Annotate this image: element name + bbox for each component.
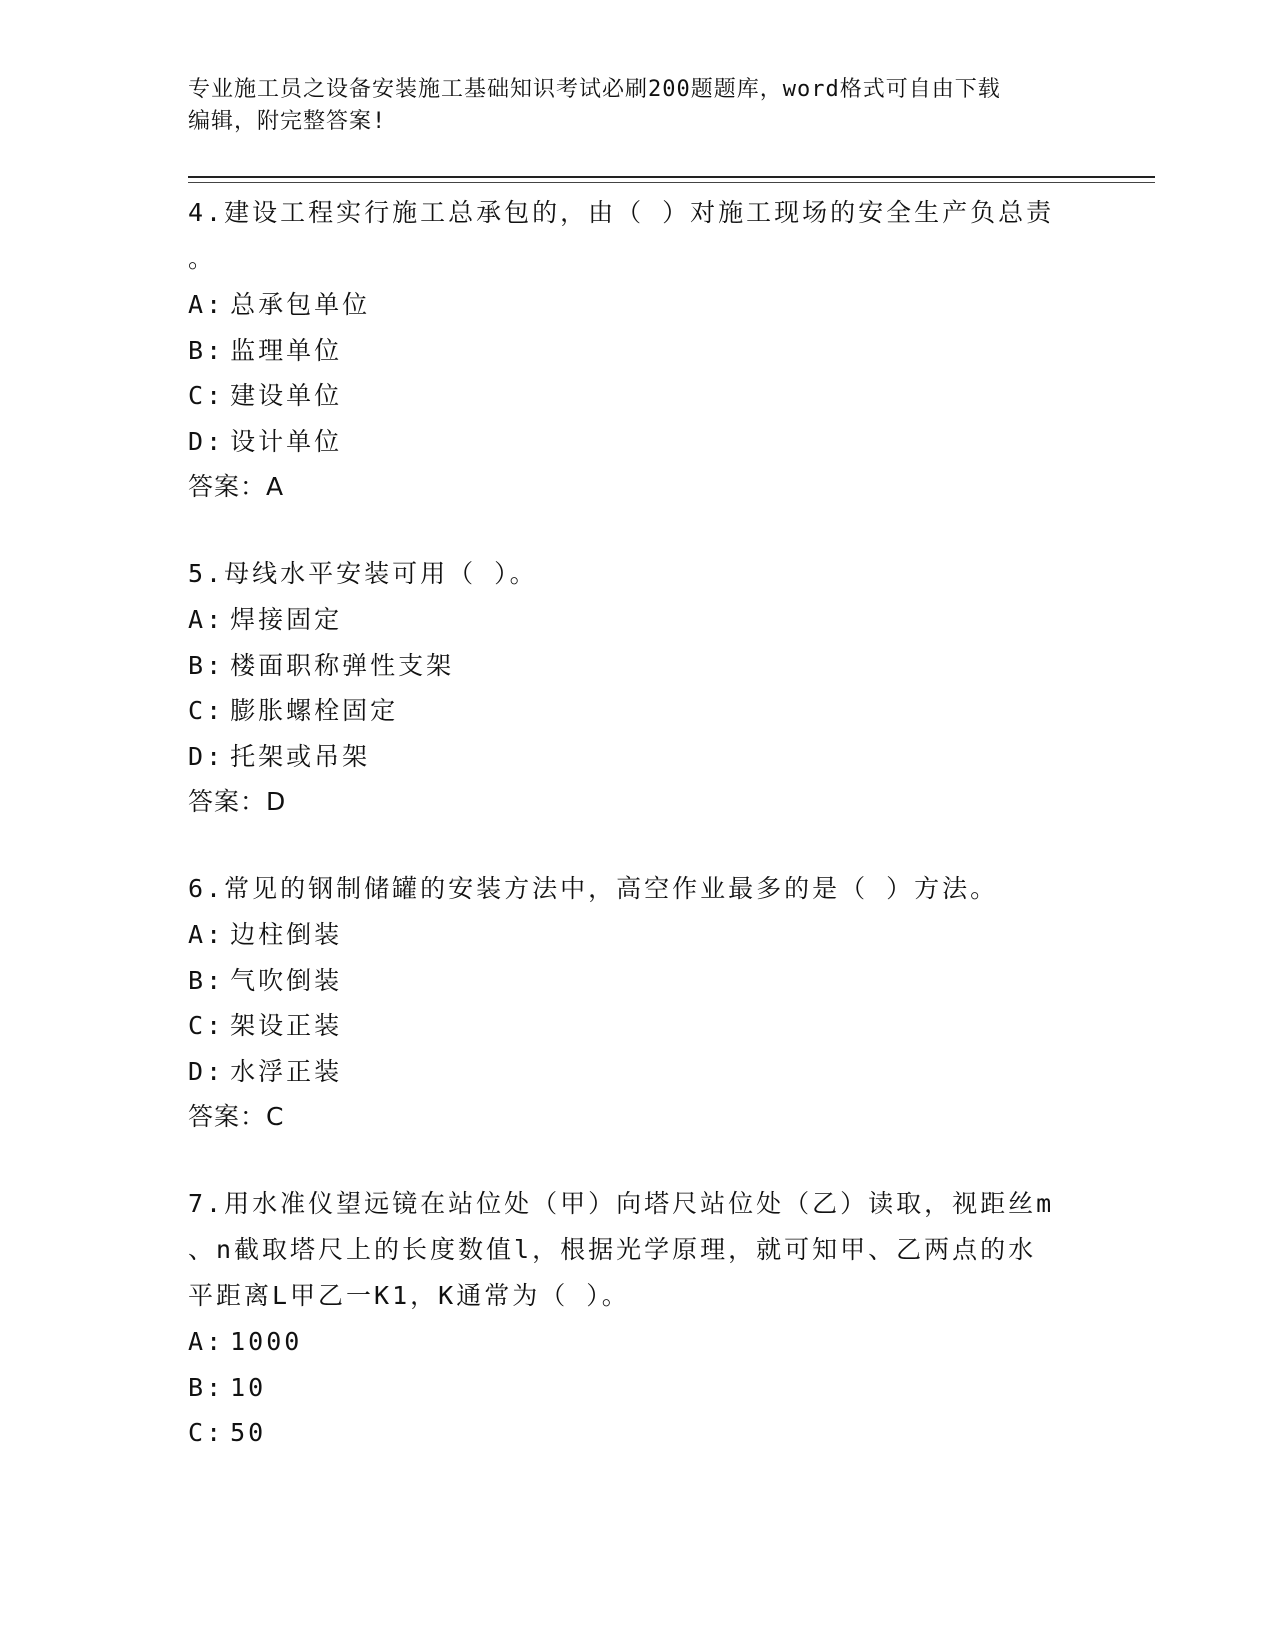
option-separator: : (206, 1056, 225, 1086)
option-text: 总承包单位 (230, 290, 371, 319)
option-text: 设计单位 (230, 426, 343, 456)
option-separator: : (206, 381, 225, 410)
option-letter: C (188, 381, 207, 410)
option-text: 10 (230, 1372, 267, 1402)
option-text: 托架或吊架 (230, 741, 371, 771)
option-letter: D (188, 426, 207, 456)
option-letter: B (188, 1372, 207, 1402)
option-text: 1000 (230, 1327, 303, 1356)
answer-option (188, 1049, 1088, 1095)
option-letter: C (188, 1011, 207, 1040)
option-letter: A (188, 605, 207, 634)
answer-option (188, 1410, 1088, 1456)
header-divider-thick (188, 176, 1155, 178)
question-spacer (188, 509, 1088, 551)
answer-option (188, 912, 1088, 958)
option-text: 架设正装 (230, 1011, 343, 1040)
question-block (188, 1181, 1088, 1456)
question-list (188, 190, 1088, 1456)
option-letter: A (188, 290, 207, 319)
question-text-line: 5.母线水平安装可用（ ）。 (188, 559, 538, 588)
option-letter: D (188, 741, 207, 771)
question-text-line: 平距离L甲乙一K1，K通常为（ ）。 (188, 1281, 630, 1310)
option-separator: : (206, 965, 225, 995)
question-spacer (188, 1139, 1088, 1181)
answer-option (188, 597, 1088, 643)
question-block (188, 551, 1088, 824)
option-letter: A (188, 1327, 207, 1356)
question-text-line: 4.建设工程实行施工总承包的，由（ ）对施工现场的安全生产负总责 (188, 198, 1055, 227)
option-separator: : (206, 696, 225, 725)
option-text: 监理单位 (230, 335, 343, 365)
answer-option (188, 958, 1088, 1004)
question-text-line: 、n截取塔尺上的长度数值l，根据光学原理，就可知甲、乙两点的水 (188, 1235, 1037, 1264)
option-separator: : (206, 1372, 225, 1402)
option-text: 建设单位 (230, 381, 343, 410)
answer-option (188, 1003, 1088, 1049)
question-block (188, 190, 1088, 509)
answer-option (188, 282, 1088, 328)
header-title-line-1: 专业施工员之设备安装施工基础知识考试必刷200题题库，word格式可自由下载 (188, 77, 1001, 102)
answer-option (188, 688, 1088, 734)
option-text: 水浮正装 (230, 1056, 343, 1086)
option-text: 楼面职称弹性支架 (230, 650, 455, 680)
option-text: 膨胀螺栓固定 (230, 696, 399, 725)
option-letter: B (188, 650, 207, 680)
option-text: 气吹倒装 (230, 965, 343, 995)
option-separator: : (206, 335, 225, 365)
option-separator: : (206, 290, 225, 319)
option-letter: A (188, 920, 207, 949)
question-spacer (188, 824, 1088, 866)
answer-key: 答案：C (188, 1102, 285, 1131)
answer-option (188, 1365, 1088, 1411)
option-separator: : (206, 1011, 225, 1040)
question-text-line: 。 (188, 244, 217, 273)
question-text-line: 7.用水准仪望远镜在站位处（甲）向塔尺站位处（乙）读取，视距丝m (188, 1189, 1055, 1218)
option-letter: B (188, 335, 207, 365)
answer-option (188, 328, 1088, 374)
answer-option (188, 373, 1088, 419)
option-text: 边柱倒装 (230, 920, 343, 949)
option-separator: : (206, 605, 225, 634)
option-separator: : (206, 920, 225, 949)
option-letter: C (188, 1418, 207, 1447)
answer-option (188, 643, 1088, 689)
option-separator: : (206, 1327, 225, 1356)
option-letter: D (188, 1056, 207, 1086)
answer-option (188, 1319, 1088, 1365)
answer-key: 答案：D (188, 787, 287, 816)
header-title-line-2: 编辑，附完整答案! (188, 109, 387, 134)
option-text: 50 (230, 1418, 267, 1447)
option-separator: : (206, 650, 225, 680)
option-separator: : (206, 426, 225, 456)
option-letter: B (188, 965, 207, 995)
option-letter: C (188, 696, 207, 725)
option-text: 焊接固定 (230, 605, 343, 634)
answer-key: 答案：A (188, 472, 285, 501)
question-block (188, 866, 1088, 1139)
document-header (188, 74, 1068, 138)
option-separator: : (206, 741, 225, 771)
header-divider-thin (188, 182, 1155, 183)
answer-option (188, 419, 1088, 465)
question-text-line: 6.常见的钢制储罐的安装方法中，高空作业最多的是（ ）方法。 (188, 874, 999, 903)
answer-option (188, 734, 1088, 780)
option-separator: : (206, 1418, 225, 1447)
